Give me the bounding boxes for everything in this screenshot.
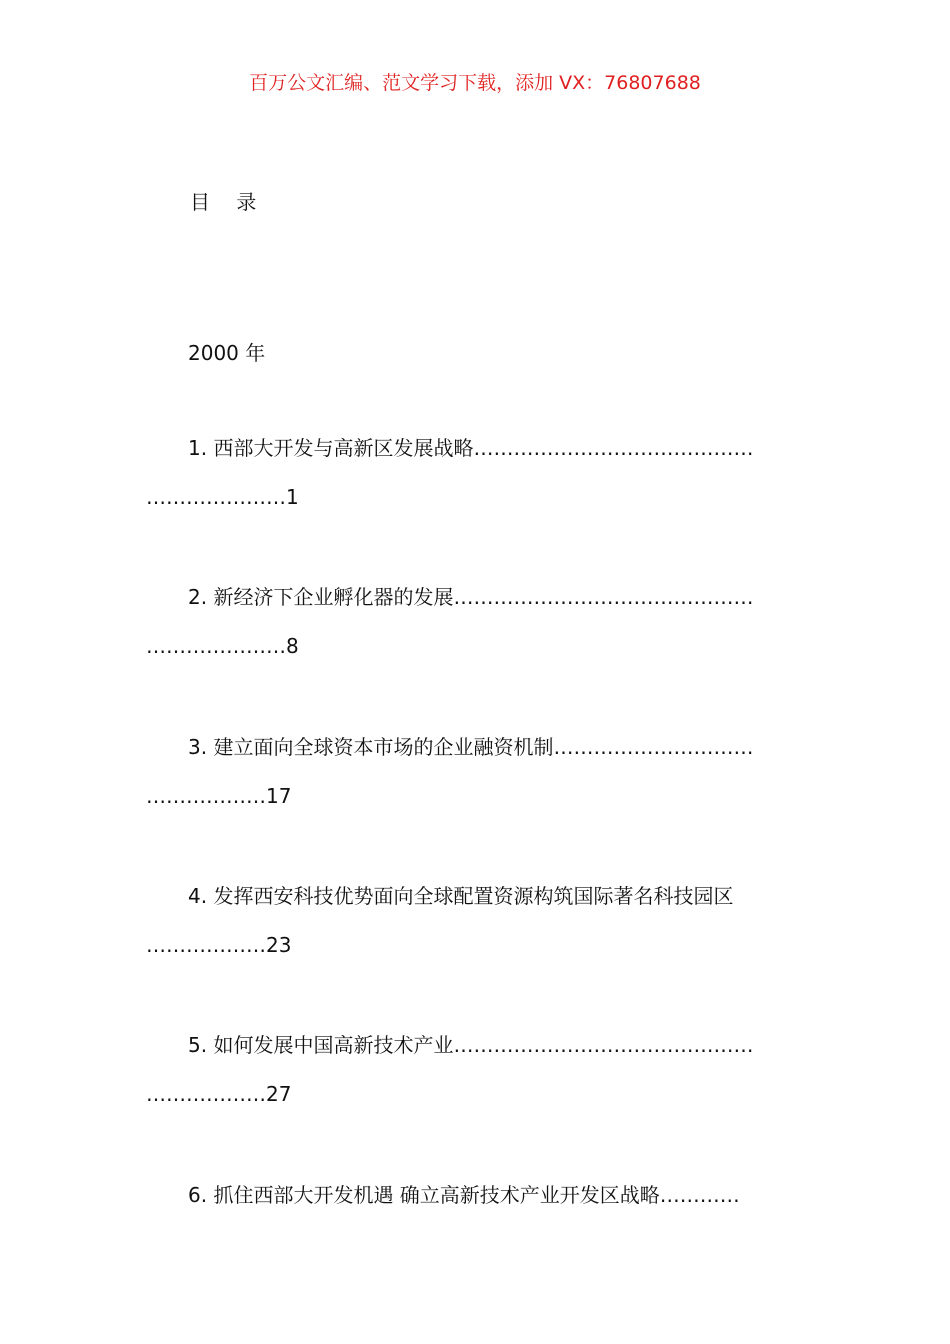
toc-entry-page: ………………17 — [146, 784, 292, 808]
toc-title: 目 录 — [190, 190, 267, 214]
toc-year-heading: 2000 年 — [188, 341, 266, 365]
toc-entry-title: 1. 西部大开发与高新区发展战略…………………………………… — [188, 436, 754, 460]
watermark-header: 百万公文汇编、范文学习下载，添加 VX：76807688 — [249, 72, 701, 94]
toc-entry-5[interactable] — [146, 1030, 808, 1109]
toc-entry-2[interactable] — [146, 582, 808, 661]
toc-entry-page: ………………23 — [146, 933, 292, 957]
toc-entry-page: …………………8 — [146, 634, 299, 658]
toc-entry-title: 2. 新经济下企业孵化器的发展……………………………………… — [188, 585, 754, 609]
toc-entry-title: 3. 建立面向全球资本市场的企业融资机制………………………… — [188, 735, 754, 759]
toc-entry-title: 5. 如何发展中国高新技术产业……………………………………… — [188, 1033, 754, 1057]
toc-entry-page: ………………27 — [146, 1082, 292, 1106]
toc-entry-1[interactable] — [146, 433, 808, 512]
toc-entry-4[interactable] — [146, 881, 808, 960]
toc-entry-title: 6. 抓住西部大开发机遇 确立高新技术产业开发区战略………… — [188, 1183, 740, 1207]
toc-entry-3[interactable] — [146, 732, 808, 811]
toc-entry-page: …………………1 — [146, 485, 299, 509]
toc-entry-6[interactable] — [146, 1180, 808, 1210]
toc-entry-title: 4. 发挥西安科技优势面向全球配置资源构筑国际著名科技园区 — [188, 884, 734, 908]
